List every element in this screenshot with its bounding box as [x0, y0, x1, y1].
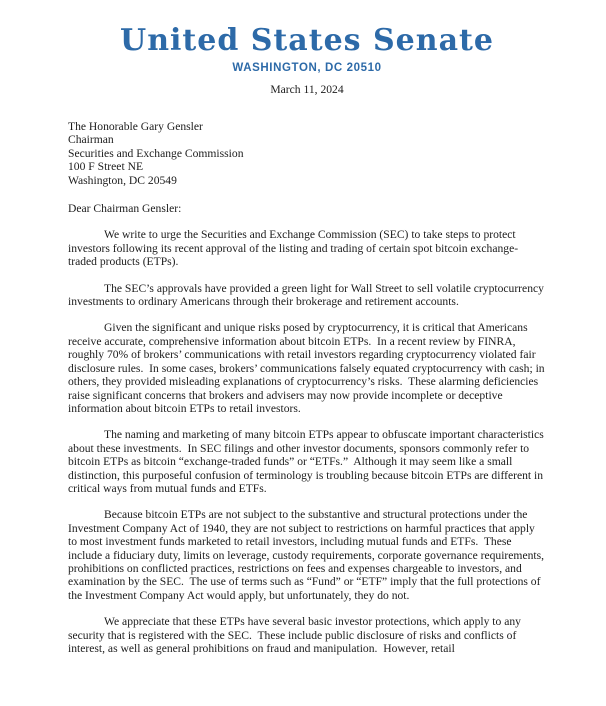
recipient-title: Chairman	[68, 133, 114, 147]
paragraph-3: Given the significant and unique risks posed by cryptocurrency, it is critical that Americans receive accurate, comprehensive information about bitcoin ETPs. In a recent review by FINRA, roughly 70% of brokers’ communications with retail investors regarding cryptocurrency violated fair disclosure rules. In some cases, brokers’ communications falsely equated cryptocurrency with cash; in others, they provided misleading explanations of cryptocurrency’s risks. These alarming deficiencies raise significant concerns that brokers and advisers may now provide incomplete or deceptive information about bitcoin ETPs to retail investors.	[68, 321, 548, 415]
letterhead-subtitle: WASHINGTON, DC 20510	[232, 62, 382, 74]
recipient-city: Washington, DC 20549	[68, 173, 177, 187]
paragraph-6: We appreciate that these ETPs have several basic investor protections, which apply to any security that is registered with the SEC. These include public disclosure of risks and conflicts of interest, as well as general prohibitions on fraud and manipulation. However, retail	[68, 615, 524, 655]
letterhead	[68, 24, 546, 96]
recipient-street: 100 F Street NE	[68, 160, 144, 174]
paragraph-5: Because bitcoin ETPs are not subject to the substantive and structural protections under the Investment Company Act of 1940, they are not subject to restrictions on harmful practices that apply to most investment funds marketed to retail investors, including mutual funds and ETFs. These include a fiduciary duty, limits on leverage, custody requirements, corporate governance requirements, prohibitions on conflicted practices, restrictions on fees and expenses chargeable to investors, and examination by the SEC. The use of terms such as “Fund” or “ETF” imply that the full protections of the Investment Company Act would apply, but unfortunately, they do not.	[68, 508, 547, 602]
paragraph-4: The naming and marketing of many bitcoin ETPs appear to obfuscate important characteristics about these investments. In SEC filings and other investor documents, sponsors commonly refer to bitcoin ETPs as bitcoin “exchange-traded funds” or “ETFs.” Although it may seem like a small distinction, this purposeful confusion of terminology is troubling because bitcoin ETPs are different in critical ways from mutual funds and ETFs.	[68, 428, 547, 495]
recipient-name: The Honorable Gary Gensler	[68, 120, 203, 133]
paragraph-1: We write to urge the Securities and Exchange Commission (SEC) to take steps to protect investors following its recent approval of the listing and trading of certain spot bitcoin exchange-traded products (ETPs).	[68, 228, 519, 269]
recipient-organization: Securities and Exchange Commission	[68, 146, 244, 160]
salutation: Dear Chairman Gensler:	[68, 202, 182, 216]
paragraph-2: The SEC’s approvals have provided a green light for Wall Street to sell volatile cryptocurrency investments to ordinary Americans through their brokerage and retirement accounts.	[68, 281, 547, 309]
letter-date: March 11, 2024	[270, 83, 344, 96]
letterhead-title: United States Senate	[120, 23, 494, 58]
letter-body	[68, 228, 546, 655]
recipient-address-block	[68, 120, 546, 187]
